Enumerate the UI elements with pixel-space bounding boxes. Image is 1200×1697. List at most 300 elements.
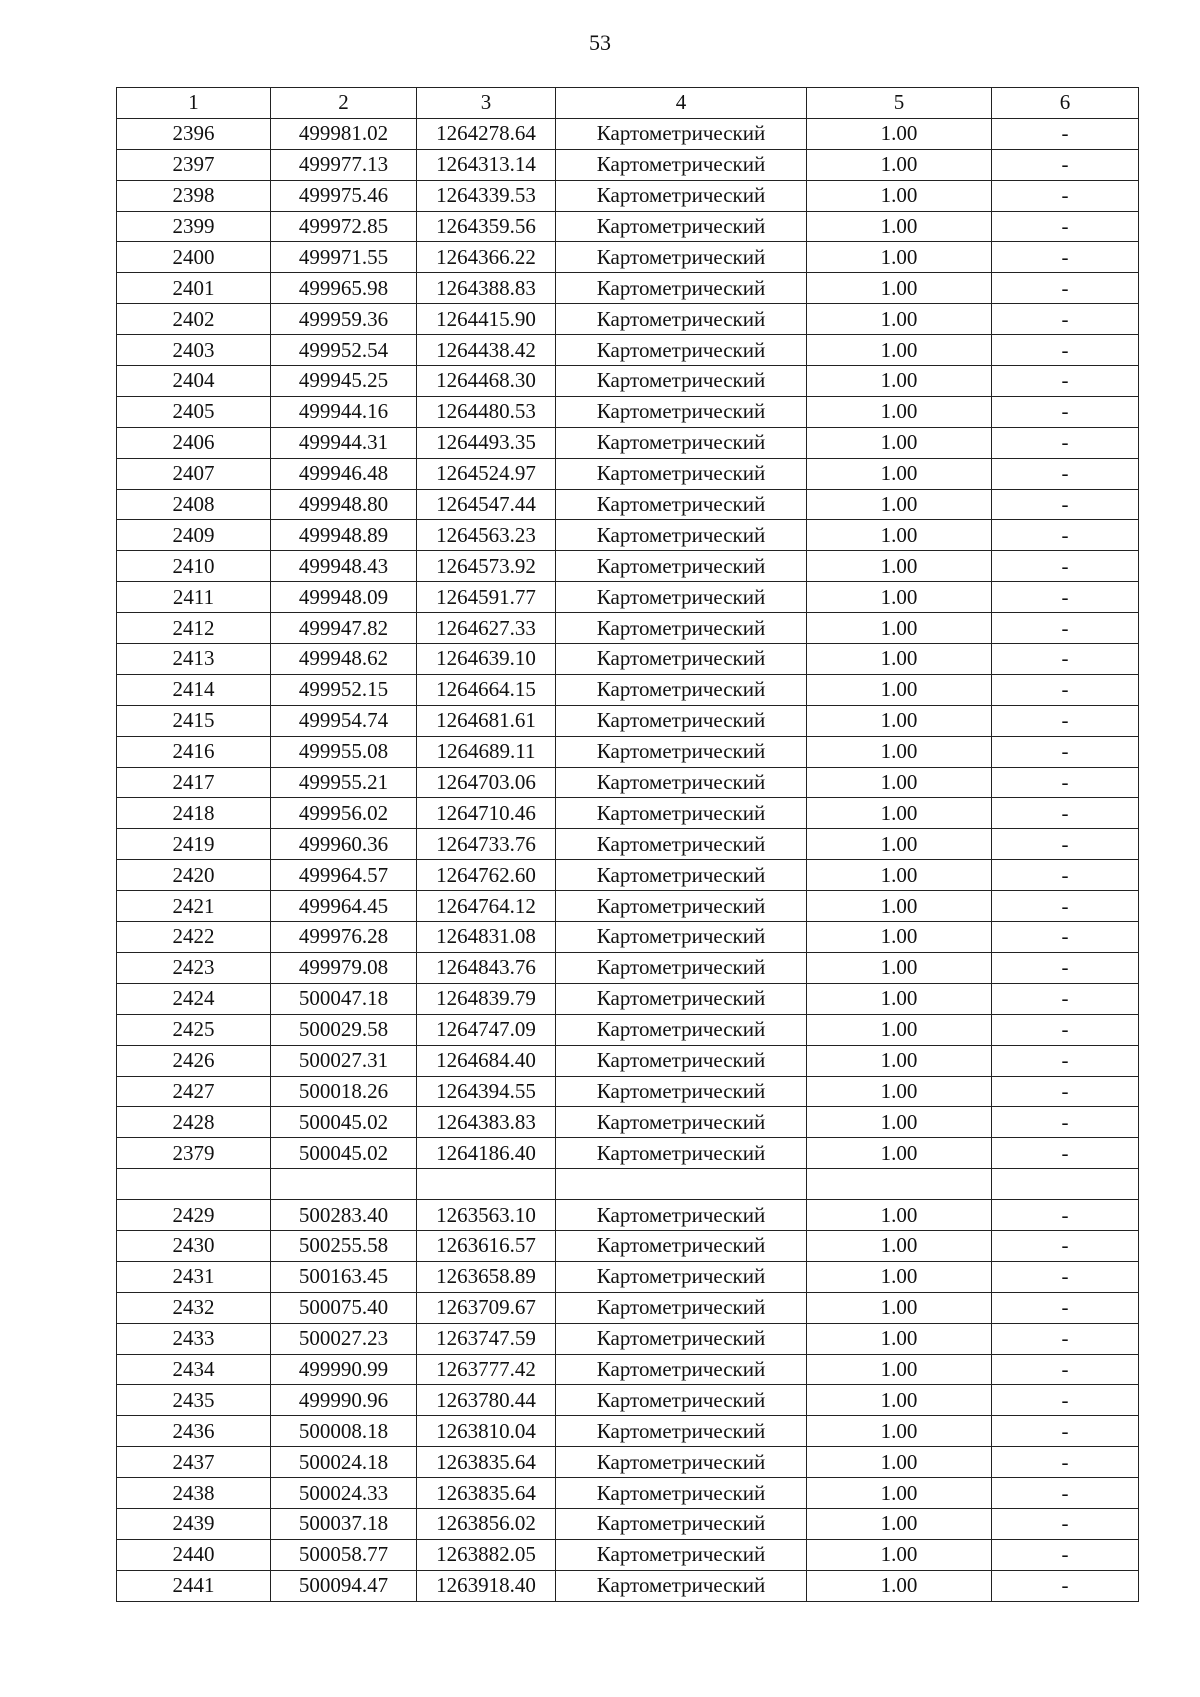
table-cell-col-1: 2412: [117, 613, 271, 644]
table-cell-col-6: -: [992, 705, 1139, 736]
table-cell-col-4: Картометрический: [556, 1261, 807, 1292]
table-cell-col-3: 1263835.64: [417, 1478, 556, 1509]
table-cell-col-2: 500027.31: [271, 1045, 417, 1076]
table-cell-col-3: 1263616.57: [417, 1230, 556, 1261]
table-cell-col-3: 1264438.42: [417, 335, 556, 366]
table-cell-col-5: 1.00: [807, 767, 992, 798]
table-cell-col-5: 1.00: [807, 1508, 992, 1539]
table-cell-col-2: 500255.58: [271, 1230, 417, 1261]
table-row: [117, 366, 1139, 397]
table-cell-col-2: 500283.40: [271, 1200, 417, 1231]
table-cell-col-2: 500029.58: [271, 1014, 417, 1045]
table-cell-col-5: 1.00: [807, 1354, 992, 1385]
table-cell-col-2: 499952.54: [271, 335, 417, 366]
table-cell-col-1: 2406: [117, 427, 271, 458]
table-cell-col-4: Картометрический: [556, 118, 807, 149]
table-cell-col-1: 2401: [117, 273, 271, 304]
table-row: [117, 1138, 1139, 1169]
table-cell-col-6: -: [992, 1508, 1139, 1539]
table-cell-col-4: Картометрический: [556, 1107, 807, 1138]
table-cell-col-4: Картометрический: [556, 613, 807, 644]
table-cell-col-6: -: [992, 613, 1139, 644]
table-cell-col-3: 1264573.92: [417, 551, 556, 582]
table-cell-col-6: -: [992, 860, 1139, 891]
table-cell-col-1: [117, 1169, 271, 1200]
table-cell-col-6: -: [992, 674, 1139, 705]
table-cell-col-6: -: [992, 952, 1139, 983]
table-header-row: [117, 88, 1139, 119]
table-row: [117, 922, 1139, 953]
table-cell-col-5: 1.00: [807, 829, 992, 860]
table-cell-col-2: 499946.48: [271, 458, 417, 489]
table-cell-col-4: Картометрический: [556, 427, 807, 458]
table-cell-col-5: 1.00: [807, 1416, 992, 1447]
table-cell-col-2: 500024.33: [271, 1478, 417, 1509]
table-row: [117, 952, 1139, 983]
table-cell-col-3: 1264468.30: [417, 366, 556, 397]
table-cell-col-2: 500008.18: [271, 1416, 417, 1447]
table-cell-col-2: 499990.96: [271, 1385, 417, 1416]
table-cell-col-1: 2436: [117, 1416, 271, 1447]
page-number: 53: [589, 30, 611, 55]
table-cell-col-6: -: [992, 1138, 1139, 1169]
table-cell-col-5: 1.00: [807, 520, 992, 551]
table-row: [117, 1200, 1139, 1231]
table-cell-col-4: Картометрический: [556, 1138, 807, 1169]
table-cell-col-1: 2428: [117, 1107, 271, 1138]
table-cell-col-6: -: [992, 1478, 1139, 1509]
column-header-6: 6: [992, 88, 1139, 119]
table-cell-col-5: 1.00: [807, 798, 992, 829]
table-cell-col-4: Картометрический: [556, 1570, 807, 1601]
table-row: [117, 1045, 1139, 1076]
table-row: [117, 829, 1139, 860]
table-cell-col-1: 2411: [117, 582, 271, 613]
table-cell-col-4: Картометрический: [556, 304, 807, 335]
table-row: [117, 1385, 1139, 1416]
table-cell-col-1: 2400: [117, 242, 271, 273]
table-cell-col-5: 1.00: [807, 149, 992, 180]
coordinates-table: [116, 87, 1139, 1602]
table-cell-col-2: 499948.43: [271, 551, 417, 582]
table-cell-col-1: 2414: [117, 674, 271, 705]
table-cell-col-5: 1.00: [807, 1292, 992, 1323]
table-cell-col-3: 1264681.61: [417, 705, 556, 736]
table-row: [117, 273, 1139, 304]
table-cell-col-3: 1264547.44: [417, 489, 556, 520]
table-cell-col-2: 499977.13: [271, 149, 417, 180]
table-cell-col-1: 2397: [117, 149, 271, 180]
table-cell-col-3: 1264388.83: [417, 273, 556, 304]
table-row: [117, 582, 1139, 613]
table-cell-col-3: 1264313.14: [417, 149, 556, 180]
table-cell-col-1: 2437: [117, 1447, 271, 1478]
table-cell-col-6: -: [992, 1076, 1139, 1107]
table-cell-col-2: 500018.26: [271, 1076, 417, 1107]
table-cell-col-5: 1.00: [807, 644, 992, 675]
table-cell-col-4: Картометрический: [556, 335, 807, 366]
table-cell-col-4: Картометрический: [556, 1385, 807, 1416]
table-cell-col-2: 499956.02: [271, 798, 417, 829]
table-cell-col-1: 2419: [117, 829, 271, 860]
table-cell-col-4: Картометрический: [556, 983, 807, 1014]
table-row: [117, 551, 1139, 582]
table-row: [117, 118, 1139, 149]
table-cell-col-3: [417, 1169, 556, 1200]
table-cell-col-4: Картометрический: [556, 1447, 807, 1478]
table-cell-col-4: Картометрический: [556, 1478, 807, 1509]
table-cell-col-5: 1.00: [807, 458, 992, 489]
table-cell-col-4: Картометрический: [556, 1354, 807, 1385]
table-cell-col-3: 1264480.53: [417, 396, 556, 427]
table-cell-col-6: -: [992, 1107, 1139, 1138]
table-cell-col-2: 500045.02: [271, 1107, 417, 1138]
table-cell-col-1: 2379: [117, 1138, 271, 1169]
table-cell-col-2: 500024.18: [271, 1447, 417, 1478]
table-cell-col-3: 1264415.90: [417, 304, 556, 335]
table-row: [117, 1416, 1139, 1447]
table-cell-col-3: 1264383.83: [417, 1107, 556, 1138]
table-cell-col-1: 2417: [117, 767, 271, 798]
table-cell-col-3: 1263918.40: [417, 1570, 556, 1601]
table-cell-col-1: 2425: [117, 1014, 271, 1045]
column-header-5: 5: [807, 88, 992, 119]
table-body: [117, 118, 1139, 1601]
table-row: [117, 705, 1139, 736]
table-cell-col-1: 2440: [117, 1539, 271, 1570]
table-cell-col-3: 1263882.05: [417, 1539, 556, 1570]
table-cell-col-3: 1264563.23: [417, 520, 556, 551]
table-cell-col-4: Картометрический: [556, 242, 807, 273]
table-row: [117, 644, 1139, 675]
table-cell-col-3: 1263780.44: [417, 1385, 556, 1416]
table-cell-col-1: 2422: [117, 922, 271, 953]
table-cell-col-1: 2404: [117, 366, 271, 397]
table-cell-col-1: 2418: [117, 798, 271, 829]
table-cell-col-3: 1263658.89: [417, 1261, 556, 1292]
table-cell-col-1: 2407: [117, 458, 271, 489]
table-cell-col-5: 1.00: [807, 1261, 992, 1292]
table-cell-col-1: 2420: [117, 860, 271, 891]
table-row: [117, 983, 1139, 1014]
table-cell-col-5: 1.00: [807, 1385, 992, 1416]
table-cell-col-3: 1264639.10: [417, 644, 556, 675]
table-cell-col-3: 1264703.06: [417, 767, 556, 798]
table-cell-col-2: [271, 1169, 417, 1200]
table-cell-col-4: Картометрический: [556, 952, 807, 983]
table-cell-col-3: 1263856.02: [417, 1508, 556, 1539]
table-cell-col-2: 499990.99: [271, 1354, 417, 1385]
table-row: [117, 335, 1139, 366]
table-cell-col-2: 499960.36: [271, 829, 417, 860]
table-row: [117, 860, 1139, 891]
table-cell-col-3: 1263810.04: [417, 1416, 556, 1447]
table-cell-col-4: Картометрический: [556, 1200, 807, 1231]
table-cell-col-4: Картометрический: [556, 489, 807, 520]
table-cell-col-1: 2433: [117, 1323, 271, 1354]
table-row: [117, 1014, 1139, 1045]
table-cell-col-5: 1.00: [807, 1570, 992, 1601]
table-cell-col-2: 499979.08: [271, 952, 417, 983]
table-cell-col-1: 2439: [117, 1508, 271, 1539]
table-cell-col-5: 1.00: [807, 1107, 992, 1138]
table-cell-col-3: 1264839.79: [417, 983, 556, 1014]
table-cell-col-1: 2413: [117, 644, 271, 675]
table-cell-col-5: 1.00: [807, 860, 992, 891]
table-cell-col-4: Картометрический: [556, 674, 807, 705]
table-cell-col-5: 1.00: [807, 1045, 992, 1076]
table-cell-col-4: Картометрический: [556, 273, 807, 304]
table-row: [117, 674, 1139, 705]
table-cell-col-5: 1.00: [807, 922, 992, 953]
table-cell-col-6: -: [992, 273, 1139, 304]
table-cell-col-5: 1.00: [807, 396, 992, 427]
table-cell-col-6: -: [992, 644, 1139, 675]
table-cell-col-6: -: [992, 1323, 1139, 1354]
table-cell-col-3: 1264524.97: [417, 458, 556, 489]
table-cell-col-3: 1264762.60: [417, 860, 556, 891]
table-row: [117, 613, 1139, 644]
table-cell-col-3: 1264359.56: [417, 211, 556, 242]
table-cell-col-3: 1264394.55: [417, 1076, 556, 1107]
table-cell-col-4: Картометрический: [556, 551, 807, 582]
table-cell-col-4: Картометрический: [556, 922, 807, 953]
table-cell-col-5: 1.00: [807, 304, 992, 335]
table-cell-col-6: -: [992, 1045, 1139, 1076]
table-cell-col-4: Картометрический: [556, 180, 807, 211]
table-cell-col-6: -: [992, 1261, 1139, 1292]
table-row: [117, 1076, 1139, 1107]
table-row: [117, 396, 1139, 427]
table-row: [117, 891, 1139, 922]
table-cell-col-5: 1.00: [807, 705, 992, 736]
table-cell-col-6: -: [992, 551, 1139, 582]
table-cell-col-3: 1264278.64: [417, 118, 556, 149]
table-cell-col-2: 500045.02: [271, 1138, 417, 1169]
table-cell-col-2: 499948.89: [271, 520, 417, 551]
table-cell-col-4: Картометрический: [556, 767, 807, 798]
table-cell-col-3: 1264664.15: [417, 674, 556, 705]
table-cell-col-4: Картометрический: [556, 520, 807, 551]
table-cell-col-6: -: [992, 304, 1139, 335]
table-cell-col-1: 2416: [117, 736, 271, 767]
table-cell-col-4: Картометрический: [556, 705, 807, 736]
table-row: [117, 1261, 1139, 1292]
table-cell-col-5: 1.00: [807, 427, 992, 458]
table-row: [117, 1539, 1139, 1570]
table-cell-col-3: 1264627.33: [417, 613, 556, 644]
table-cell-col-3: 1263747.59: [417, 1323, 556, 1354]
table-cell-col-6: -: [992, 489, 1139, 520]
table-cell-col-5: 1.00: [807, 952, 992, 983]
column-header-4: 4: [556, 88, 807, 119]
table-cell-col-2: 500037.18: [271, 1508, 417, 1539]
table-row: [117, 1508, 1139, 1539]
table-cell-col-3: 1264710.46: [417, 798, 556, 829]
table-cell-col-4: Картометрический: [556, 211, 807, 242]
table-row: [117, 489, 1139, 520]
table-cell-col-1: 2398: [117, 180, 271, 211]
table-cell-col-4: Картометрический: [556, 1416, 807, 1447]
column-header-3: 3: [417, 88, 556, 119]
table-cell-col-6: -: [992, 1447, 1139, 1478]
table-cell-col-2: 500075.40: [271, 1292, 417, 1323]
table-cell-col-4: Картометрический: [556, 829, 807, 860]
table-cell-col-2: 499975.46: [271, 180, 417, 211]
table-cell-col-5: 1.00: [807, 118, 992, 149]
table-cell-col-5: 1.00: [807, 613, 992, 644]
table-cell-col-3: 1264366.22: [417, 242, 556, 273]
table-cell-col-4: Картометрический: [556, 860, 807, 891]
table-cell-col-6: -: [992, 366, 1139, 397]
table-row: [117, 736, 1139, 767]
table-row: [117, 1292, 1139, 1323]
table-cell-col-5: 1.00: [807, 1138, 992, 1169]
table-cell-col-3: 1263777.42: [417, 1354, 556, 1385]
table-cell-col-6: -: [992, 983, 1139, 1014]
column-header-1: 1: [117, 88, 271, 119]
table-cell-col-1: 2402: [117, 304, 271, 335]
table-cell-col-4: Картометрический: [556, 798, 807, 829]
table-cell-col-4: [556, 1169, 807, 1200]
table-cell-col-5: [807, 1169, 992, 1200]
table-cell-col-2: 499964.45: [271, 891, 417, 922]
table-cell-col-1: 2434: [117, 1354, 271, 1385]
table-row: [117, 458, 1139, 489]
table-cell-col-5: 1.00: [807, 180, 992, 211]
table-cell-col-5: 1.00: [807, 1323, 992, 1354]
table-cell-col-5: 1.00: [807, 366, 992, 397]
table-cell-col-6: -: [992, 458, 1139, 489]
table-cell-col-6: -: [992, 1354, 1139, 1385]
table-row: [117, 1169, 1139, 1200]
table-cell-col-4: Картометрический: [556, 1045, 807, 1076]
table-cell-col-5: 1.00: [807, 582, 992, 613]
table-cell-col-5: 1.00: [807, 1076, 992, 1107]
table-cell-col-4: Картометрический: [556, 458, 807, 489]
table-row: [117, 427, 1139, 458]
table-cell-col-2: 500047.18: [271, 983, 417, 1014]
table-cell-col-6: -: [992, 242, 1139, 273]
table-cell-col-6: -: [992, 1292, 1139, 1323]
table-cell-col-4: Картометрический: [556, 1323, 807, 1354]
table-cell-col-2: 499971.55: [271, 242, 417, 273]
table-cell-col-4: Картометрический: [556, 1292, 807, 1323]
table-row: [117, 798, 1139, 829]
table-cell-col-1: 2423: [117, 952, 271, 983]
table-cell-col-6: -: [992, 427, 1139, 458]
table-cell-col-2: 499959.36: [271, 304, 417, 335]
table-cell-col-3: 1264831.08: [417, 922, 556, 953]
table-cell-col-5: 1.00: [807, 273, 992, 304]
table-cell-col-5: 1.00: [807, 242, 992, 273]
table-cell-col-3: 1264764.12: [417, 891, 556, 922]
table-cell-col-1: 2415: [117, 705, 271, 736]
table-cell-col-6: -: [992, 891, 1139, 922]
table-cell-col-2: 499945.25: [271, 366, 417, 397]
table-cell-col-3: 1264733.76: [417, 829, 556, 860]
table-cell-col-5: 1.00: [807, 489, 992, 520]
table-row: [117, 180, 1139, 211]
table-row: [117, 304, 1139, 335]
table-cell-col-5: 1.00: [807, 1200, 992, 1231]
table-cell-col-6: -: [992, 335, 1139, 366]
table-cell-col-6: -: [992, 767, 1139, 798]
table-cell-col-6: -: [992, 1230, 1139, 1261]
table-cell-col-4: Картометрический: [556, 582, 807, 613]
table-cell-col-1: 2421: [117, 891, 271, 922]
table-cell-col-4: Картометрический: [556, 736, 807, 767]
table-cell-col-2: 499948.80: [271, 489, 417, 520]
table-cell-col-3: 1264684.40: [417, 1045, 556, 1076]
table-cell-col-6: -: [992, 211, 1139, 242]
table-cell-col-1: 2430: [117, 1230, 271, 1261]
table-cell-col-1: 2438: [117, 1478, 271, 1509]
table-cell-col-4: Картометрический: [556, 1076, 807, 1107]
table-row: [117, 242, 1139, 273]
table-cell-col-3: 1264493.35: [417, 427, 556, 458]
table-row: [117, 1323, 1139, 1354]
table-cell-col-3: 1264186.40: [417, 1138, 556, 1169]
table-cell-col-1: 2403: [117, 335, 271, 366]
table-cell-col-6: -: [992, 736, 1139, 767]
table-cell-col-3: 1264339.53: [417, 180, 556, 211]
table-cell-col-4: Картометрический: [556, 891, 807, 922]
table-cell-col-2: 499944.16: [271, 396, 417, 427]
table-cell-col-4: Картометрический: [556, 1230, 807, 1261]
table-cell-col-1: 2435: [117, 1385, 271, 1416]
table-cell-col-6: -: [992, 180, 1139, 211]
table-cell-col-4: Картометрический: [556, 396, 807, 427]
table-cell-col-4: Картометрический: [556, 149, 807, 180]
table-cell-col-1: 2396: [117, 118, 271, 149]
table-cell-col-5: 1.00: [807, 551, 992, 582]
table-cell-col-2: 499952.15: [271, 674, 417, 705]
table-cell-col-6: -: [992, 1014, 1139, 1045]
table-cell-col-1: 2399: [117, 211, 271, 242]
table-row: [117, 1447, 1139, 1478]
table-cell-col-3: 1263709.67: [417, 1292, 556, 1323]
table-cell-col-5: 1.00: [807, 736, 992, 767]
table-cell-col-2: 499976.28: [271, 922, 417, 953]
table-cell-col-6: -: [992, 149, 1139, 180]
table-cell-col-2: 499955.08: [271, 736, 417, 767]
table-cell-col-1: 2424: [117, 983, 271, 1014]
table-cell-col-6: [992, 1169, 1139, 1200]
table-cell-col-3: 1264843.76: [417, 952, 556, 983]
table-row: [117, 1107, 1139, 1138]
table-cell-col-2: 499944.31: [271, 427, 417, 458]
table-cell-col-2: 499955.21: [271, 767, 417, 798]
table-cell-col-6: -: [992, 829, 1139, 860]
table-cell-col-2: 500027.23: [271, 1323, 417, 1354]
table-cell-col-2: 499964.57: [271, 860, 417, 891]
table-cell-col-2: 499947.82: [271, 613, 417, 644]
table-row: [117, 1478, 1139, 1509]
table-cell-col-6: -: [992, 1570, 1139, 1601]
table-cell-col-3: 1264747.09: [417, 1014, 556, 1045]
table-cell-col-6: -: [992, 798, 1139, 829]
table-cell-col-2: 499972.85: [271, 211, 417, 242]
table-cell-col-1: 2429: [117, 1200, 271, 1231]
table-row: [117, 211, 1139, 242]
table-cell-col-2: 499981.02: [271, 118, 417, 149]
table-cell-col-6: -: [992, 520, 1139, 551]
table-cell-col-5: 1.00: [807, 211, 992, 242]
table-cell-col-6: -: [992, 1385, 1139, 1416]
table-cell-col-1: 2405: [117, 396, 271, 427]
table-cell-col-5: 1.00: [807, 335, 992, 366]
